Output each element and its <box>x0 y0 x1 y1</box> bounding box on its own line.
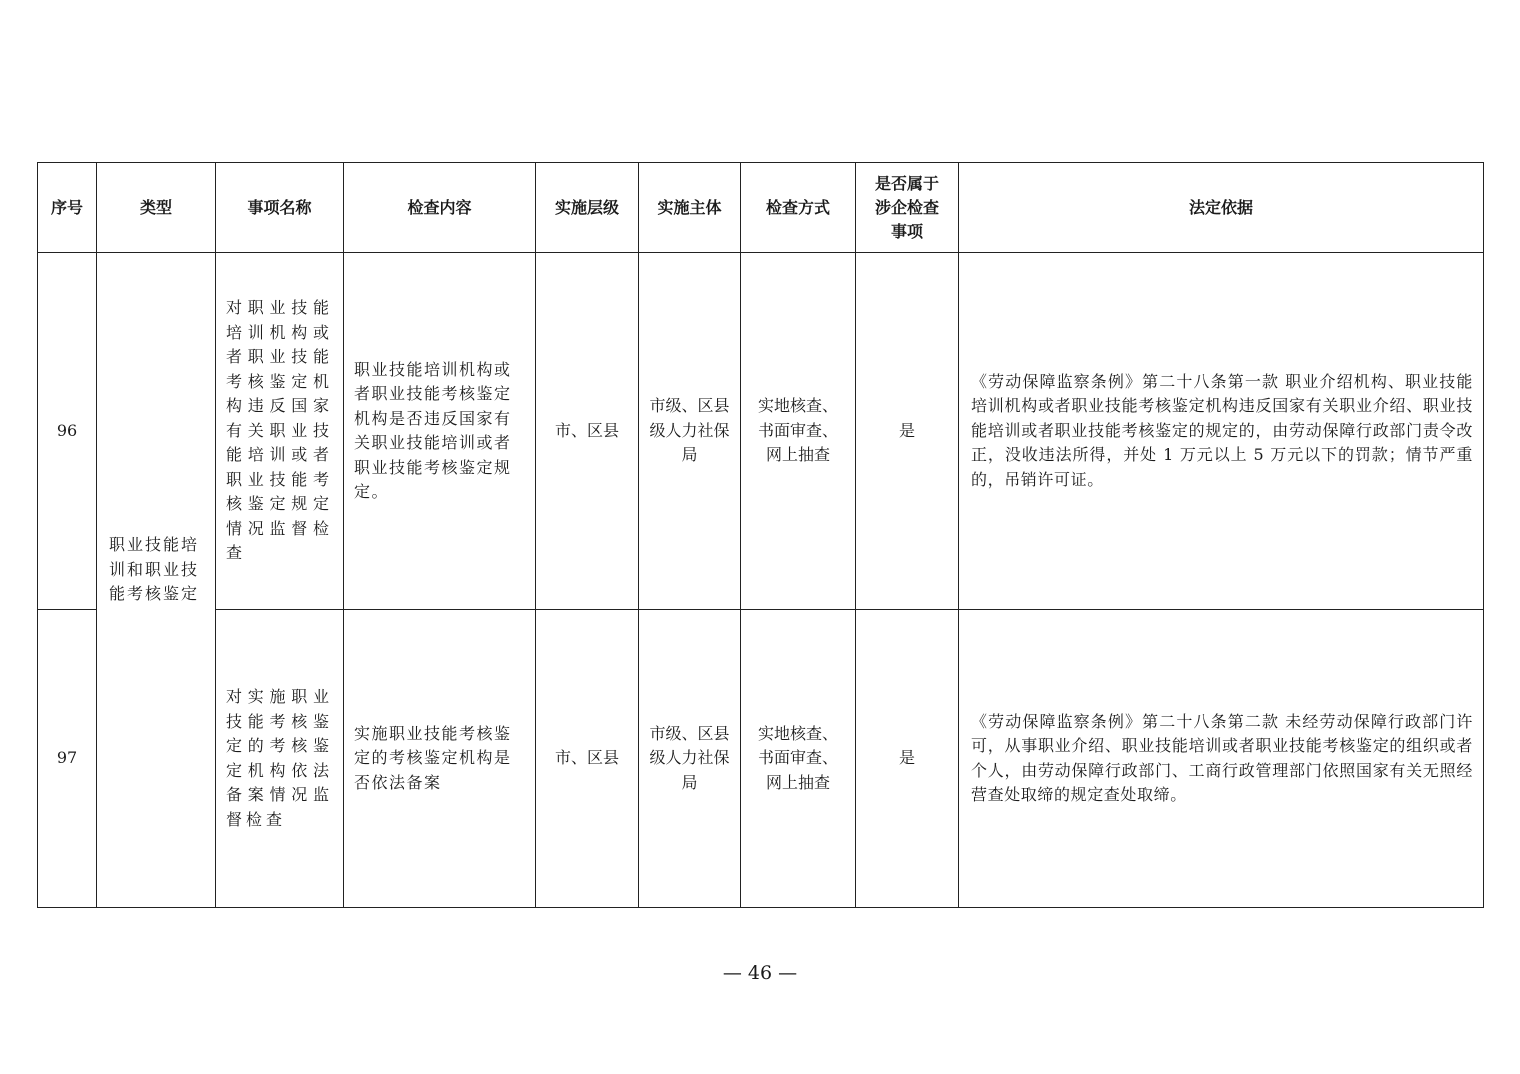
row-content: 职业技能培训机构或者职业技能考核鉴定机构是否违反国家有关职业技能培训或者职业技能考核鉴定规定。 <box>344 253 536 610</box>
row-no: 97 <box>38 610 97 908</box>
row-name: 对职业技能培训机构或者职业技能考核鉴定机构违反国家有关职业技能培训或者职业技能考核鉴定规定情况监督检查 <box>216 253 344 610</box>
row-enterprise: 是 <box>856 253 959 610</box>
row-name: 对实施职业技能考核鉴定的考核鉴定机构依法备案情况监督检查 <box>216 610 344 908</box>
row-subject: 市级、区县级人力社保局 <box>639 610 741 908</box>
row-method: 实地核查、书面审查、网上抽查 <box>741 610 856 908</box>
header-name: 事项名称 <box>216 163 344 253</box>
header-type: 类型 <box>97 163 216 253</box>
table-row <box>38 253 1484 610</box>
row-subject: 市级、区县级人力社保局 <box>639 253 741 610</box>
row-basis: 《劳动保障监察条例》第二十八条第一款 职业介绍机构、职业技能培训机构或者职业技能考核鉴定机构违反国家有关职业介绍、职业技能培训或者职业技能考核鉴定的规定的，由劳动保障行政部门责令改正，没收违法所得，并处 1 万元以上 5 万元以下的罚款；情节严重的，吊销许可证。 <box>959 253 1484 610</box>
header-no: 序号 <box>38 163 97 253</box>
page-number: — 46 — <box>722 962 798 984</box>
header-basis: 法定依据 <box>959 163 1484 253</box>
header-level: 实施层级 <box>536 163 639 253</box>
row-level: 市、区县 <box>536 253 639 610</box>
type-label: 职业技能培训和职业技能考核鉴定 <box>109 535 200 604</box>
header-method: 检查方式 <box>741 163 856 253</box>
row-level: 市、区县 <box>536 610 639 908</box>
table-row <box>38 610 1484 908</box>
header-enterprise: 是否属于涉企检查事项 <box>856 163 959 253</box>
inspection-table <box>37 162 1484 908</box>
row-enterprise: 是 <box>856 610 959 908</box>
row-method: 实地核查、书面审查、网上抽查 <box>741 253 856 610</box>
row-content: 实施职业技能考核鉴定的考核鉴定机构是否依法备案 <box>344 610 536 908</box>
row-no: 96 <box>38 253 97 610</box>
row-type <box>97 253 216 908</box>
row-basis: 《劳动保障监察条例》第二十八条第二款 未经劳动保障行政部门许可，从事职业介绍、职业技能培训或者职业技能考核鉴定的组织或者个人，由劳动保障行政部门、工商行政管理部门依照国家有关无照经营查处取缔的规定查处取缔。 <box>959 610 1484 908</box>
header-content: 检查内容 <box>344 163 536 253</box>
table-header-row <box>38 163 1484 253</box>
header-subject: 实施主体 <box>639 163 741 253</box>
